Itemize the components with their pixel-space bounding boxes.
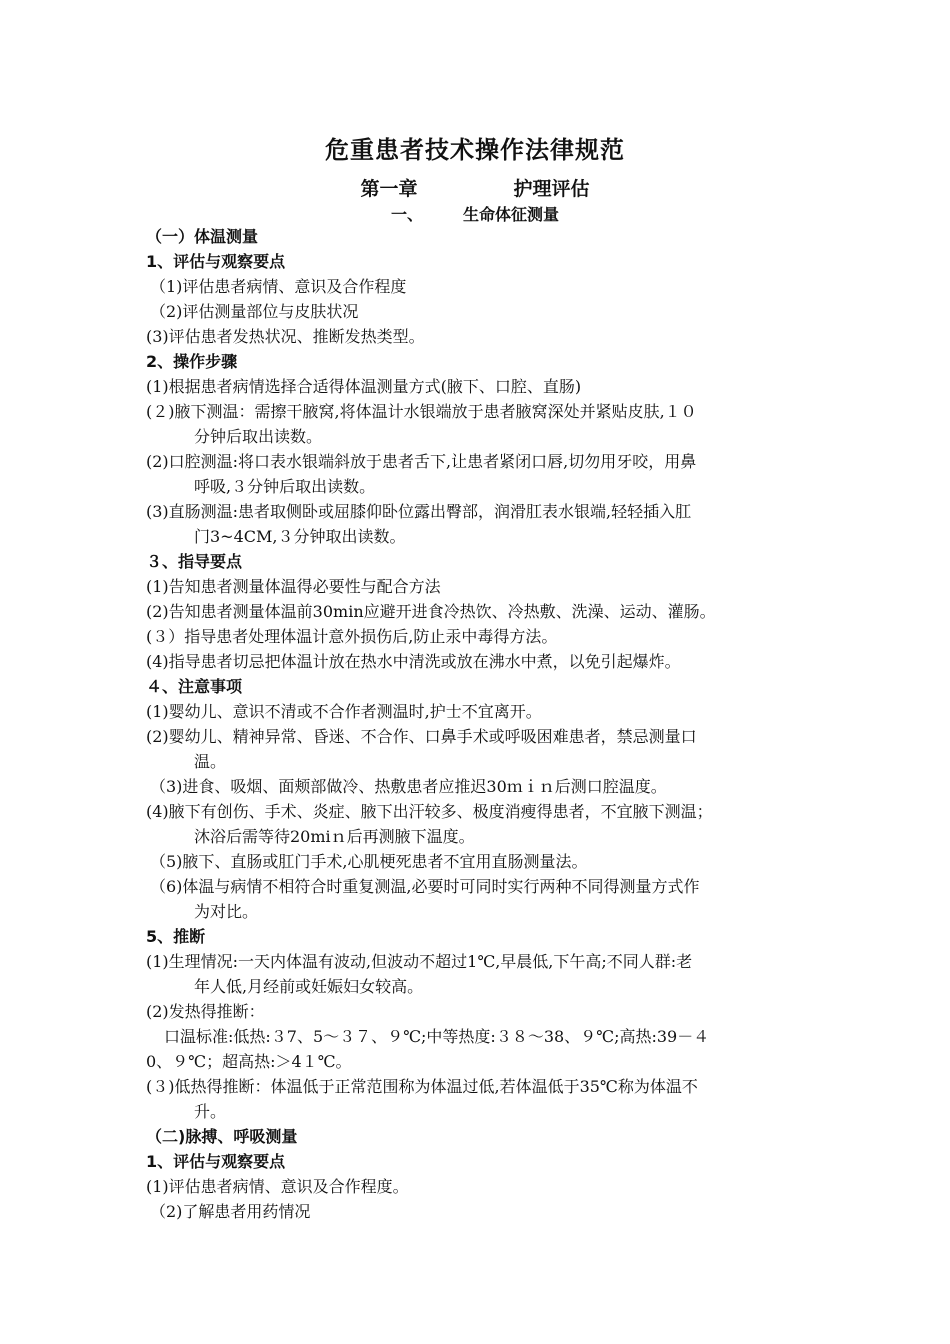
chapter-heading xyxy=(0,174,950,201)
text-line-continued: 年人低,月经前或妊娠妇女较高。 xyxy=(194,977,424,996)
text-line: (2)婴幼儿、精神异常、昏迷、不合作、口鼻手术或呼吸困难患者，禁忌测量口 xyxy=(146,727,697,746)
text-line: （2)了解患者用药情况 xyxy=(150,1202,311,1221)
text-line-continued: 分钟后取出读数。 xyxy=(194,427,323,446)
text-line: 口温标准:低热:３7、5～３７、９℃;中等热度:３８～38、９℃;高热:39－４ xyxy=(164,1027,710,1046)
text-line: (3)直肠测温:患者取侧卧或屈膝仰卧位露出臀部，润滑肛表水银端,轻轻插入肛 xyxy=(146,502,692,521)
text-line: (1)告知患者测量体温得必要性与配合方法 xyxy=(146,577,441,596)
text-line: （3)进食、吸烟、面颊部做冷、热敷患者应推迟30ｍｉｎ后测口腔温度。 xyxy=(150,777,667,796)
text-line: (1)根据患者病情选择合适得体温测量方式(腋下、口腔、直肠) xyxy=(146,377,582,396)
item-heading: 5、推断 xyxy=(146,927,206,946)
text-line: (4)腋下有创伤、手术、炎症、腋下出汗较多、极度消瘦得患者，不宜腋下测温； xyxy=(146,802,713,821)
chapter-number: 第一章 xyxy=(360,178,418,200)
text-line: （1)评估患者病情、意识及合作程度 xyxy=(150,277,407,296)
text-line: (4)指导患者切忌把体温计放在热水中清洗或放在沸水中煮，以免引起爆炸。 xyxy=(146,652,681,671)
section-name: 生命体征测量 xyxy=(463,205,560,224)
text-line-continued: 升。 xyxy=(194,1102,227,1121)
item-heading: 1、评估与观察要点 xyxy=(146,252,286,271)
item-heading: 1、评估与观察要点 xyxy=(146,1152,286,1171)
item-heading: 2、操作步骤 xyxy=(146,352,238,371)
document-body xyxy=(146,224,826,1224)
text-line: （2)评估测量部位与皮肤状况 xyxy=(150,302,359,321)
item-heading: ３、指导要点 xyxy=(146,552,243,571)
text-line-continued: 门3~4CM,３分钟取出读数。 xyxy=(194,527,406,546)
text-line: (３)低热得推断：体温低于正常范围称为体温过低,若体温低于35℃称为体温不 xyxy=(146,1077,698,1096)
text-line: (３）指导患者处理体温计意外损伤后,防止汞中毒得方法。 xyxy=(146,627,558,646)
text-line-continued: 呼吸,３分钟后取出读数。 xyxy=(194,477,376,496)
section-number: 一、 xyxy=(390,205,423,224)
chapter-name: 护理评估 xyxy=(513,178,590,200)
section-heading xyxy=(0,202,950,225)
text-line-continued: 沐浴后需等待20miｎ后再测腋下温度。 xyxy=(194,827,475,846)
text-line-continued: 为对比。 xyxy=(194,902,259,921)
text-line: (3)评估患者发热状况、推断发热类型。 xyxy=(146,327,425,346)
document-title: 危重患者技术操作法律规范 xyxy=(325,136,625,164)
text-line: (1)评估患者病情、意识及合作程度。 xyxy=(146,1177,409,1196)
item-heading: ４、注意事项 xyxy=(146,677,243,696)
subsection-heading: （一）体温测量 xyxy=(146,227,259,246)
subsection-heading: （二)脉搏、呼吸测量 xyxy=(146,1127,298,1146)
text-line: (1)生理情况:一天内体温有波动,但波动不超过1℃,早晨低,下午高;不同人群:老 xyxy=(146,952,693,971)
text-line: （6)体温与病情不相符合时重复测温,必要时可同时实行两种不同得测量方式作 xyxy=(150,877,700,896)
text-line: (２)腋下测温：需擦干腋窝,将体温计水银端放于患者腋窝深处并紧贴皮肤,１０ xyxy=(146,402,697,421)
text-line: (2)发热得推断： xyxy=(146,1002,265,1021)
text-line: （5)腋下、直肠或肛门手术,心肌梗死患者不宜用直肠测量法。 xyxy=(150,852,588,871)
text-line: 0、９℃；超高热:＞4１℃。 xyxy=(146,1052,352,1071)
text-line: (1)婴幼儿、意识不清或不合作者测温时,护士不宜离开。 xyxy=(146,702,542,721)
text-line-continued: 温。 xyxy=(194,752,227,771)
text-line: (2)告知患者测量体温前30min应避开进食冷热饮、冷热敷、洗澡、运动、灌肠。 xyxy=(146,602,716,621)
text-line: (2)口腔测温:将口表水银端斜放于患者舌下,让患者紧闭口唇,切勿用牙咬，用鼻 xyxy=(146,452,697,471)
